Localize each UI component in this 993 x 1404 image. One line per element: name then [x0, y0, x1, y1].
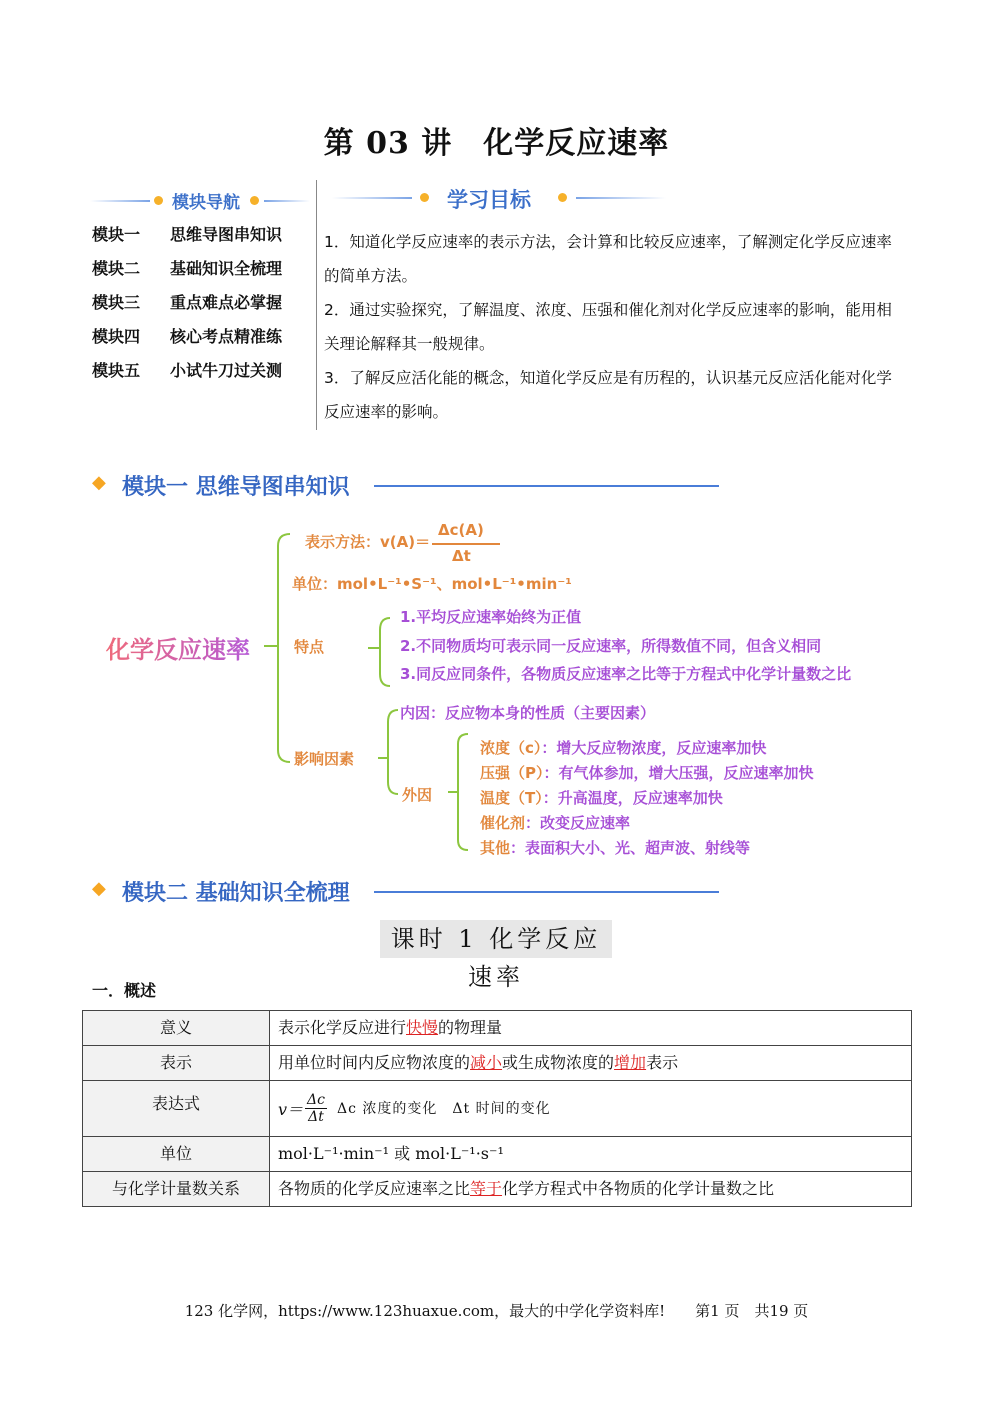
text: 各物质的化学反应速率之比: [278, 1179, 471, 1198]
nav-heading: 模块导航: [172, 193, 240, 213]
mindmap-center: 化学反应速率: [106, 630, 250, 665]
goal-item: 3．了解反应活化能的概念，知道化学反应是有历程的，认识基元反应活化能对化学反应速率的影响。: [324, 369, 892, 421]
factor-key: 浓度（c）: [480, 739, 542, 757]
nav-item: [92, 358, 312, 392]
internal-factor: 内因：反应物本身的性质（主要因素）: [400, 704, 656, 722]
formula-note: Δc 浓度的变化 Δt 时间的变化: [337, 1101, 551, 1117]
nav-item: [92, 222, 312, 256]
section-title: 模块一 思维导图串知识: [122, 475, 350, 500]
dot-icon: [154, 196, 163, 205]
text: 化学方程式中各物质的化学计量数之比: [502, 1179, 775, 1198]
section-rule: [374, 485, 719, 487]
row-key: 与化学计量数关系: [83, 1172, 270, 1207]
page-footer: 123 化学网，https://www.123huaxue.com，最大的中学化学资料库! 第1 页 共19 页: [184, 1302, 809, 1320]
text: 的物理量: [438, 1018, 503, 1037]
factor-key: 催化剂: [480, 814, 526, 832]
lesson-title: 课时 1 化学反应速率: [380, 920, 612, 958]
row-value: [270, 1172, 912, 1207]
nav-item: [92, 256, 312, 290]
table-row: [83, 1011, 912, 1046]
factor-value: ：有气体参加，增大压强，反应速率加快: [543, 764, 814, 782]
formula-label: 表示方法：v(A)＝: [305, 533, 431, 551]
text: 表示: [646, 1053, 679, 1072]
text: 表示化学反应进行: [278, 1018, 407, 1037]
external-factor: [480, 737, 766, 758]
row-key: 表示: [83, 1046, 270, 1081]
answer-blank: 减小: [470, 1053, 503, 1072]
nav-item-label: 核心考点精准练: [170, 327, 283, 346]
section-heading: [92, 876, 722, 906]
goals-list: [324, 225, 906, 429]
section-rule: [374, 891, 719, 893]
diamond-icon: ◆: [92, 472, 106, 493]
external-factor: [480, 787, 723, 808]
decor-line: [576, 197, 666, 199]
numerator: Δc: [307, 1091, 325, 1108]
row-value: [270, 1011, 912, 1046]
formula-numerator: Δc(A): [438, 521, 484, 539]
text: 用单位时间内反应物浓度的: [278, 1053, 471, 1072]
feature-item: 3.同反应同条件，各物质反应速率之比等于方程式中化学计量数之比: [400, 665, 852, 683]
nav-list: [92, 222, 312, 392]
formula-lhs: v＝: [278, 1099, 304, 1119]
dot-icon: [558, 193, 567, 202]
goals-heading: 学习目标: [447, 188, 531, 212]
section-title: 模块二 基础知识全梳理: [122, 881, 350, 906]
row-value: mol·L⁻¹·min⁻¹ 或 mol·L⁻¹·s⁻¹: [270, 1137, 912, 1172]
decor-line: [332, 197, 412, 199]
column-divider: [316, 180, 317, 430]
factor-key: 其他: [480, 839, 511, 857]
row-value: [270, 1046, 912, 1081]
overview-heading: 一．概述: [92, 981, 157, 1000]
feature-label: 特点: [294, 638, 325, 656]
table-row: [83, 1172, 912, 1207]
dot-icon: [250, 196, 259, 205]
nav-item-label: 思维导图串知识: [170, 225, 283, 244]
row-value: [270, 1081, 912, 1137]
table-row: [83, 1137, 912, 1172]
denominator: Δt: [308, 1108, 324, 1125]
nav-item: [92, 324, 312, 358]
answer-blank: 等于: [470, 1179, 503, 1198]
row-key: 表达式: [83, 1081, 270, 1137]
factor-key: 温度（T）: [480, 789, 543, 807]
row-key: 意义: [83, 1011, 270, 1046]
formula-denominator: Δt: [452, 547, 471, 565]
table-row: [83, 1081, 912, 1137]
answer-blank: 快慢: [406, 1018, 439, 1037]
overview-table: [82, 1010, 912, 1207]
section-heading: [92, 470, 722, 500]
nav-item: [92, 290, 312, 324]
nav-item-key: 模块三: [92, 293, 141, 312]
decor-line: [264, 200, 310, 202]
goal-item: 1．知道化学反应速率的表示方法，会计算和比较反应速率，了解测定化学反应速率的简单方法。: [324, 233, 892, 285]
nav-item-label: 小试牛刀过关测: [170, 361, 283, 380]
factor-value: ：升高温度，反应速率加快: [542, 789, 723, 807]
text: 或生成物浓度的: [502, 1053, 615, 1072]
goals-heading-banner: [332, 184, 912, 212]
nav-item-label: 基础知识全梳理: [170, 259, 283, 278]
feature-item: 2.不同物质均可表示同一反应速率，所得数值不同，但含义相同: [400, 637, 822, 655]
nav-item-key: 模块五: [92, 361, 141, 380]
external-factor: [480, 812, 630, 833]
fraction: [305, 1092, 327, 1125]
dot-icon: [420, 193, 429, 202]
nav-item-key: 模块二: [92, 259, 141, 278]
page-title: 第 03 讲 化学反应速率: [323, 126, 670, 161]
external-factor: [480, 837, 750, 858]
factor-value: ：表面积大小、光、超声波、射线等: [510, 839, 751, 857]
table-row: [83, 1046, 912, 1081]
diamond-icon: ◆: [92, 878, 106, 899]
nav-item-key: 模块四: [92, 327, 141, 346]
nav-heading-banner: [90, 188, 310, 212]
unit-node: 单位：mol•L⁻¹•S⁻¹、mol•L⁻¹•min⁻¹: [292, 575, 572, 593]
factor-value: ：改变反应速率: [525, 814, 631, 832]
factor-label: 影响因素: [294, 750, 355, 768]
feature-item: 1.平均反应速率始终为正值: [400, 608, 582, 626]
factor-value: ：增大反应物浓度，反应速率加快: [541, 739, 767, 757]
nav-item-key: 模块一: [92, 225, 141, 244]
row-key: 单位: [83, 1137, 270, 1172]
external-label: 外因: [402, 786, 433, 804]
external-factor: [480, 762, 814, 783]
nav-item-label: 重点难点必掌握: [170, 293, 283, 312]
goal-item: 2．通过实验探究，了解温度、浓度、压强和催化剂对化学反应速率的影响，能用相关理论解释其一般规律。: [324, 301, 892, 353]
fraction-bar: [432, 543, 500, 545]
decor-line: [90, 200, 150, 202]
answer-blank: 增加: [614, 1053, 647, 1072]
factor-key: 压强（P）: [480, 764, 544, 782]
